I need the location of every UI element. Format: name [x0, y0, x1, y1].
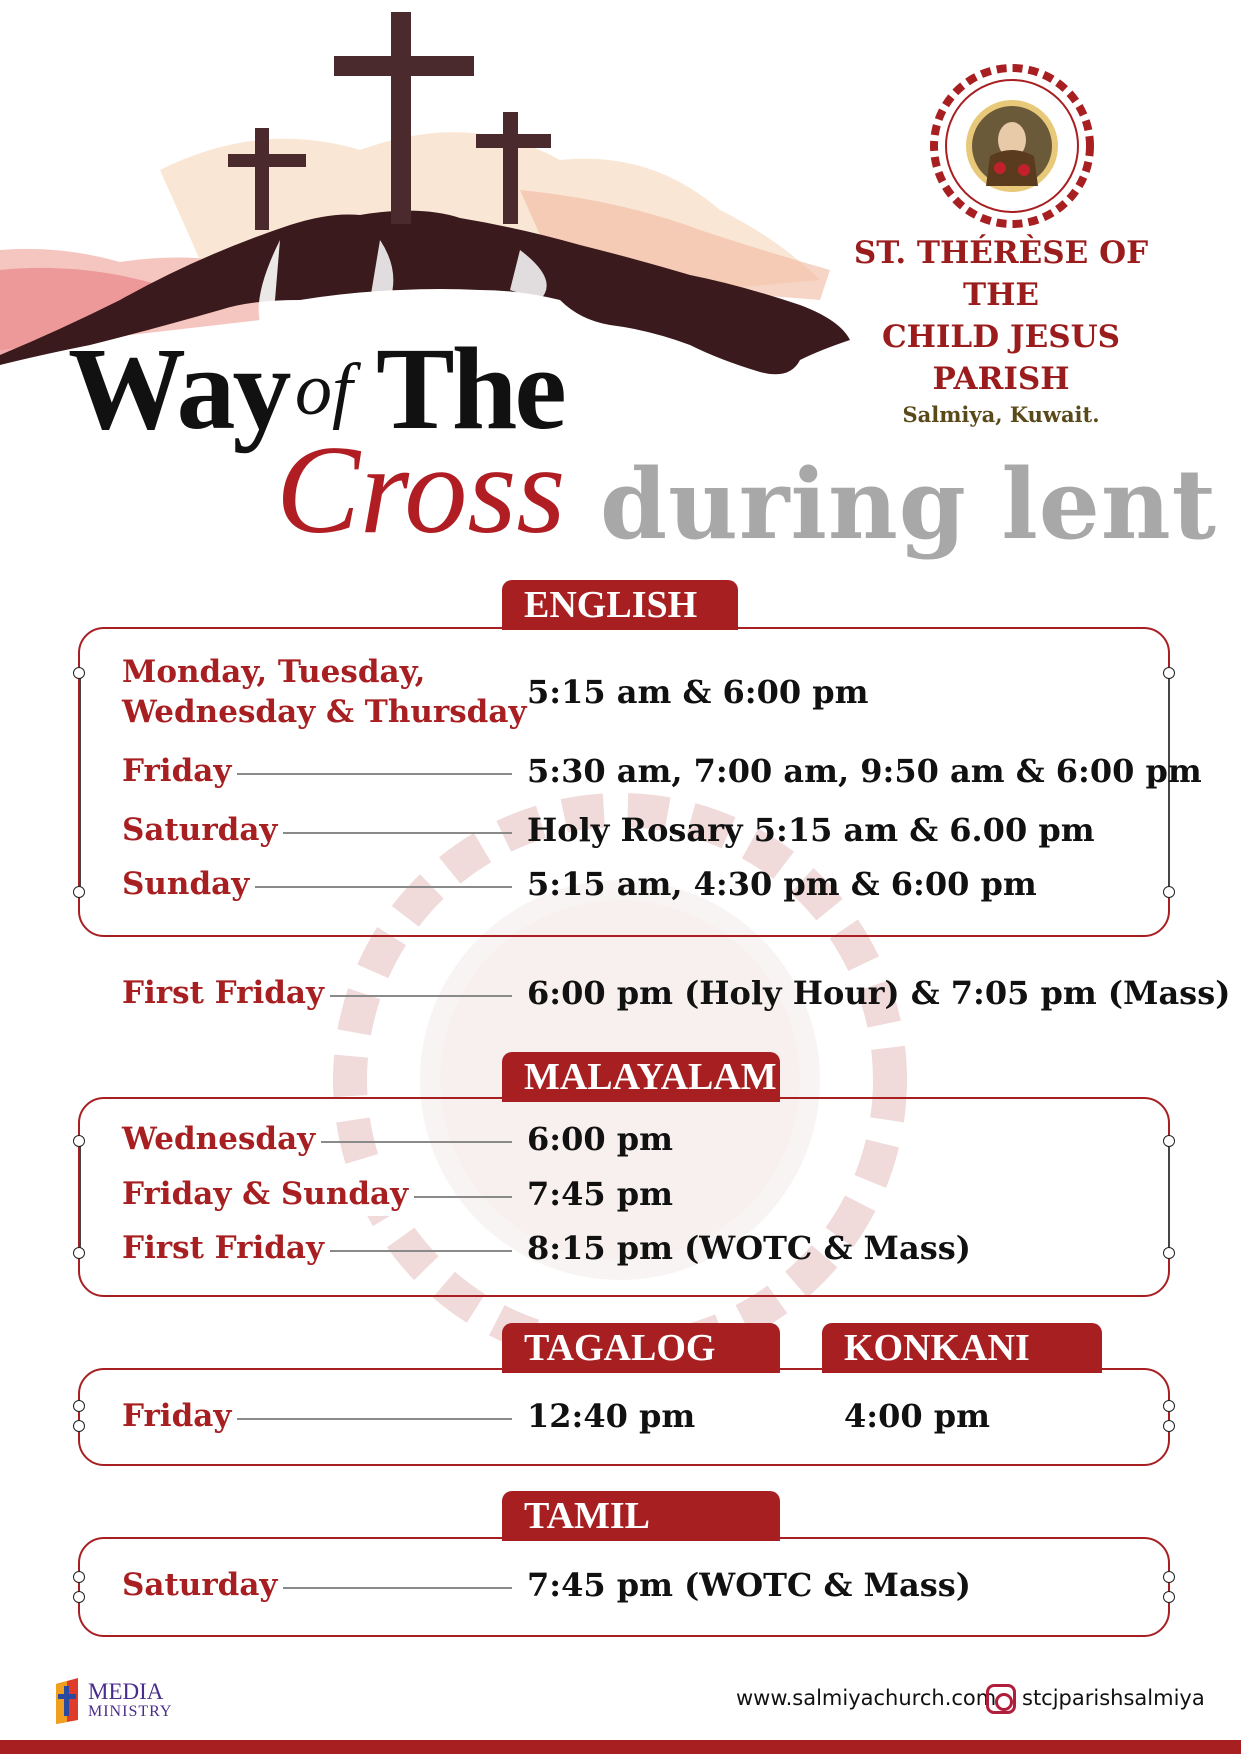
day-label: Friday [122, 749, 237, 793]
bottom-accent-bar [0, 1740, 1241, 1754]
time-value: Holy Rosary 5:15 am & 6.00 pm [527, 811, 1095, 849]
tab-tagalog: TAGALOG [502, 1323, 780, 1373]
day-label: Saturday [122, 1563, 283, 1607]
day-label: Monday, Tuesday, [122, 654, 426, 690]
title-the: The [376, 323, 564, 454]
instagram-icon [986, 1684, 1016, 1714]
leader-line [312, 995, 512, 997]
time-value: 8:15 pm (WOTC & Mass) [527, 1229, 971, 1267]
leader-line [222, 773, 512, 775]
media-ministry-line2: MINISTRY [88, 1703, 173, 1720]
tab-malayalam: MALAYALAM [502, 1052, 780, 1102]
parish-name-line2: CHILD JESUS PARISH [881, 319, 1121, 397]
pin-icon [73, 1400, 85, 1412]
english-row-saturday [122, 808, 1201, 852]
pin-icon [73, 1571, 85, 1583]
tab-tamil: TAMIL [502, 1491, 780, 1541]
instagram-handle[interactable]: stcjparishsalmiya [1022, 1686, 1205, 1710]
malayalam-row-first-friday [122, 1226, 1201, 1270]
pin-icon [73, 1420, 85, 1432]
tab-konkani: KONKANI [822, 1323, 1102, 1373]
day-label: Wednesday [122, 1117, 321, 1161]
day-label: First Friday [122, 971, 330, 1015]
media-ministry-logo [52, 1676, 252, 1728]
media-ministry-line1: MEDIA [88, 1679, 164, 1704]
title-cross: Cross [276, 421, 566, 560]
malayalam-row-wednesday [122, 1117, 1201, 1161]
website-link[interactable]: www.salmiyachurch.com [736, 1686, 997, 1710]
konkani-time-value: 4:00 pm [844, 1397, 990, 1435]
day-label: Friday & Sunday [122, 1172, 414, 1216]
tamil-row-saturday [122, 1563, 1201, 1607]
leader-line [262, 832, 512, 834]
time-value: 7:45 pm (WOTC & Mass) [527, 1566, 971, 1604]
pin-icon [73, 667, 85, 679]
parish-name-line1: ST. THÉRÈSE OF THE [853, 235, 1149, 313]
day-label: Saturday [122, 808, 283, 852]
time-value: 5:15 am & 6:00 pm [527, 673, 869, 711]
tagalog-konkani-row-friday [122, 1394, 1201, 1438]
parish-name-block [821, 232, 1181, 427]
malayalam-row-friday-sunday [122, 1172, 1201, 1216]
pin-icon [73, 1247, 85, 1259]
title-during-lent: during lent [600, 448, 1217, 561]
day-label: Friday [122, 1394, 237, 1438]
pin-icon [73, 886, 85, 898]
leader-line [318, 1141, 512, 1143]
parish-location: Salmiya, Kuwait. [902, 402, 1100, 427]
time-value: 6:00 pm [527, 1120, 673, 1158]
time-value: 6:00 pm (Holy Hour) & 7:05 pm (Mass) [527, 974, 1231, 1012]
english-row-sunday [122, 862, 1201, 906]
time-value: 7:45 pm [527, 1175, 673, 1213]
time-value: 5:15 am, 4:30 pm & 6:00 pm [527, 865, 1037, 903]
leader-line [262, 1587, 512, 1589]
day-label: First Friday [122, 1226, 330, 1270]
leader-line [318, 1250, 512, 1252]
day-label: Wednesday & Thursday [122, 694, 527, 730]
title-way: Way [68, 323, 289, 454]
title-of: of [295, 349, 353, 431]
media-ministry-cross-icon [52, 1676, 82, 1726]
tab-english: ENGLISH [502, 580, 738, 630]
english-row-first-friday [122, 971, 1231, 1015]
day-label: Sunday [122, 862, 255, 906]
pin-icon [73, 1591, 85, 1603]
time-value: 5:30 am, 7:00 am, 9:50 am & 6:00 pm [527, 752, 1202, 790]
leader-line [398, 1196, 512, 1198]
pin-icon [1163, 667, 1175, 679]
leader-line [242, 886, 512, 888]
pin-icon [73, 1135, 85, 1147]
english-row-friday [122, 749, 1201, 793]
leader-line [222, 1418, 512, 1420]
tagalog-time-value: 12:40 pm [527, 1397, 696, 1435]
english-row-weekdays [122, 652, 1162, 732]
